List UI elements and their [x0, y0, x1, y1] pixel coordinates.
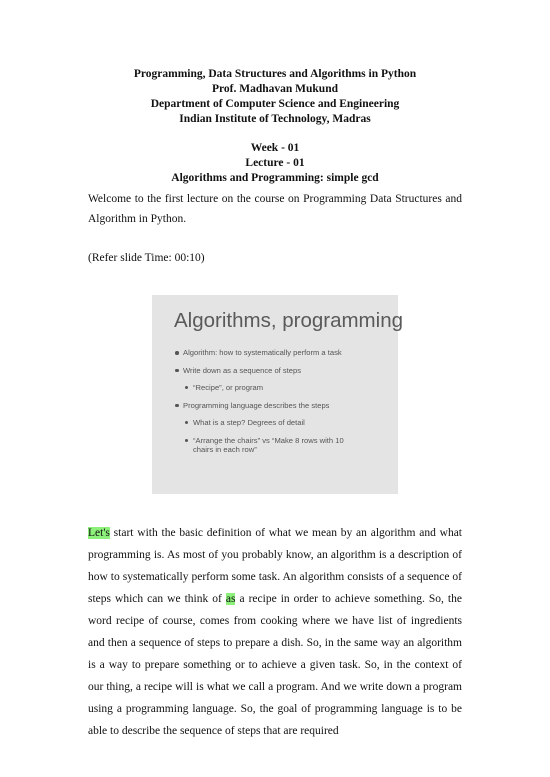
bullet-dot-icon	[185, 421, 188, 424]
intro-paragraph: Welcome to the first lecture on the course on Programming Data Structures and Algorithm in Python.	[88, 193, 462, 225]
bullet-dot-icon	[175, 404, 179, 408]
body-paragraph	[88, 522, 462, 742]
slide-bullet-list	[175, 348, 344, 463]
slide-bullet-text: “Arrange the chairs” vs “Make 8 rows with 10	[193, 435, 344, 445]
slide-bullet-text: Programming language describes the steps	[183, 400, 330, 410]
lecture-label: Lecture - 01	[245, 157, 305, 169]
department-name: Department of Computer Science and Engineering	[150, 98, 400, 110]
highlighted-word: Let's	[88, 527, 110, 539]
slide-sub-bullet	[185, 383, 344, 393]
slide-sub-bullet	[185, 436, 344, 455]
lecture-slide-image	[152, 295, 403, 494]
slide-bullet	[175, 401, 344, 411]
slide-title: Algorithms, programming	[174, 309, 403, 332]
slide-bullet	[175, 348, 344, 358]
highlighted-word: as	[225, 593, 236, 605]
body-text-segment: start with the basic definition of what we mean by an algorithm and what programming is. As most of you probably know, an algorithm is a description of how to systematically perform some task. An algorithm consists of a sequence of steps which can we think of	[88, 527, 462, 605]
slide-bullet	[175, 366, 344, 376]
bullet-dot-icon	[175, 351, 179, 355]
institute-name: Indian Institute of Technology, Madras	[179, 113, 371, 125]
bullet-dot-icon	[185, 439, 188, 442]
header-gap	[0, 127, 550, 141]
course-title: Programming, Data Structures and Algorithms in Python	[133, 68, 417, 80]
slide-time-reference: (Refer slide Time: 00:10)	[88, 252, 205, 264]
professor-name: Prof. Madhavan Mukund	[211, 83, 338, 95]
week-label: Week - 01	[250, 142, 300, 154]
body-text-segment: a recipe in order to achieve something. So, the word recipe of course, comes from cooking where we have list of ingredients and then a sequence of steps to prepare a dish. So, in the same way an algorithm is a way to prepare something or to achieve a given task. So, in the context of our thing, a recipe will is what we call a program. And we write down a program using a programming language. So, the goal of programming language is to be able to describe the sequence of steps that are required	[88, 593, 462, 737]
bullet-dot-icon	[185, 386, 188, 389]
bullet-dot-icon	[175, 369, 179, 373]
slide-bullet-text: What is a step? Degrees of detail	[193, 418, 305, 427]
slide-bullet-text-continued: chairs in each row”	[193, 445, 257, 454]
slide-bullet-text: Algorithm: how to systematically perform a task	[183, 348, 342, 357]
lecture-title: Algorithms and Programming: simple gcd	[171, 172, 379, 184]
document-header	[0, 67, 550, 186]
slide-bullet-text: “Recipe”, or program	[193, 383, 264, 392]
slide-bullet-text: Write down as a sequence of steps	[183, 365, 302, 375]
slide-sub-bullet	[185, 418, 344, 428]
